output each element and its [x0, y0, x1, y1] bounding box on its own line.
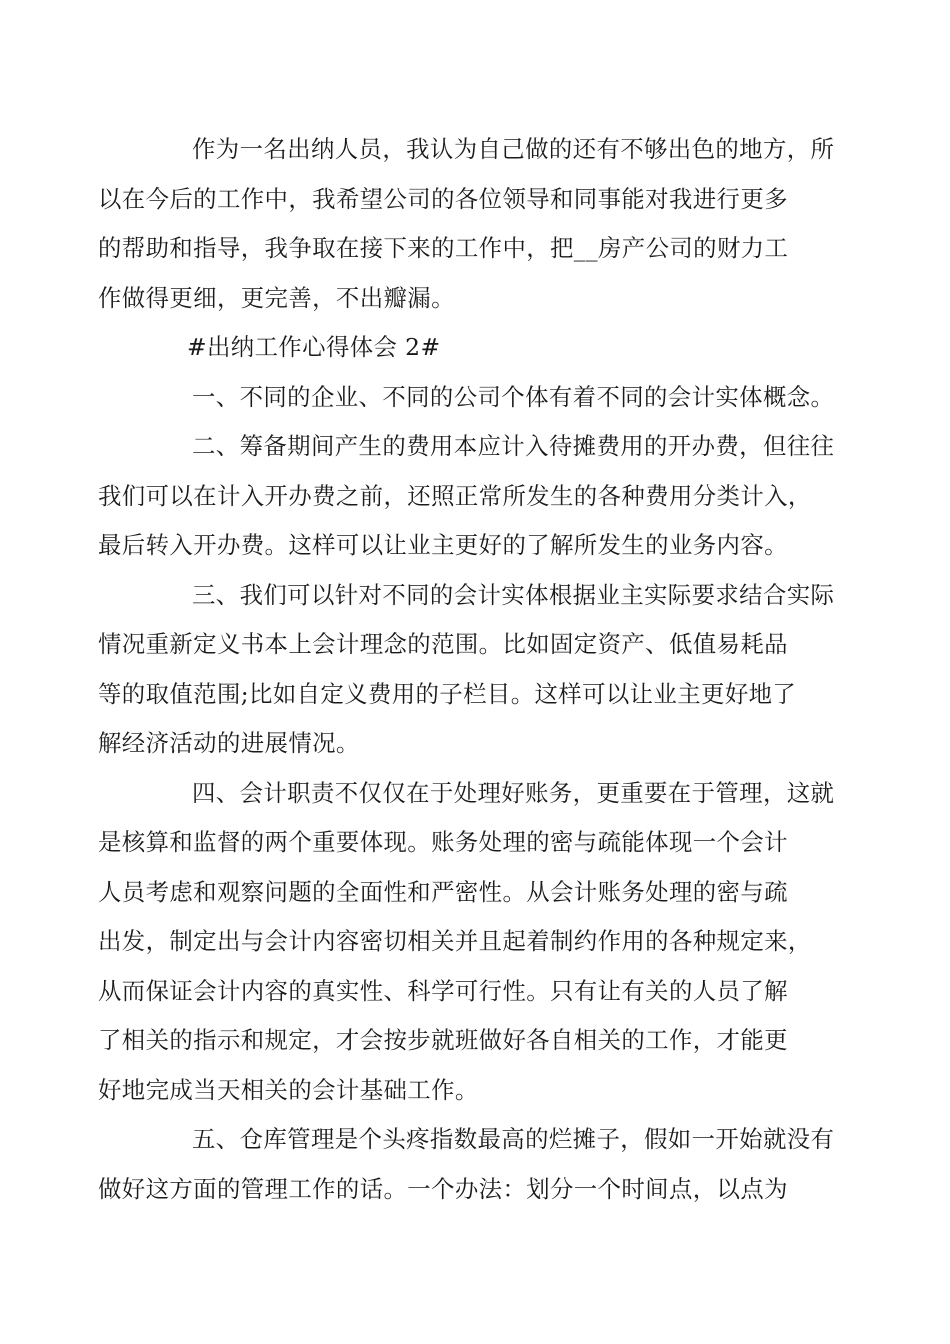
paragraph-point-4	[98, 769, 835, 1116]
text-line: 的帮助和指导，我争取在接下来的工作中，把__房产公司的财力工	[98, 234, 789, 262]
section-heading-text: #出纳工作心得体会 2#	[187, 333, 441, 361]
document-body	[98, 125, 835, 1214]
text-line: 三、我们可以针对不同的会计实体根据业主实际要求结合实际	[192, 580, 835, 609]
text-line: 我们可以在计入开办费之前，还照正常所发生的各种费用分类计入，	[98, 481, 812, 510]
text-line: 以在今后的工作中，我希望公司的各位领导和同事能对我进行更多	[98, 184, 788, 213]
text-line: 从而保证会计内容的真实性、科学可行性。只有让有关的人员了解	[98, 976, 788, 1005]
text-line: 二、筹备期间产生的费用本应计入待摊费用的开办费，但往往	[192, 432, 835, 460]
section-heading	[145, 323, 813, 373]
text-line: 好地完成当天相关的会计基础工作。	[98, 1075, 479, 1104]
paragraph-point-1	[145, 373, 835, 423]
text-line: 四、会计职责不仅仅在于处理好账务，更重要在于管理，这就	[192, 778, 835, 807]
text-line: 出发，制定出与会计内容密切相关并且起着制约作用的各种规定来，	[98, 927, 812, 955]
text-line: 人员考虑和观察问题的全面性和严密性。从会计账务处理的密与疏	[98, 877, 788, 906]
text-line: 五、仓库管理是个头疼指数最高的烂摊子，假如一开始就没有	[192, 1125, 835, 1153]
text-line: 等的取值范围;比如自定义费用的子栏目。这样可以让业主更好地了	[98, 679, 797, 708]
paragraph-point-5	[98, 1115, 835, 1214]
text-line: 作做得更细，更完善，不出瓣漏。	[98, 283, 455, 312]
paragraph-point-2	[98, 422, 835, 571]
text-line: 作为一名出纳人员，我认为自己做的还有不够出色的地方，所	[192, 135, 835, 163]
paragraph-point-3	[98, 571, 835, 769]
paragraph-cashier-reflection	[98, 125, 835, 323]
text-line: 情况重新定义书本上会计理念的范围。比如固定资产、低值易耗品	[98, 630, 788, 658]
text-line: 一、不同的企业、不同的公司个体有着不同的会计实体概念。	[192, 382, 835, 411]
text-line: 最后转入开办费。这样可以让业主更好的了解所发生的业务内容。	[98, 531, 788, 559]
text-line: 解经济活动的进展情况。	[98, 729, 360, 757]
text-line: 了相关的指示和规定，才会按步就班做好各自相关的工作，才能更	[98, 1026, 788, 1054]
text-line: 是核算和监督的两个重要体现。账务处理的密与疏能体现一个会计	[98, 828, 788, 856]
text-line: 做好这方面的管理工作的话。一个办法：划分一个时间点，以点为	[98, 1174, 788, 1203]
